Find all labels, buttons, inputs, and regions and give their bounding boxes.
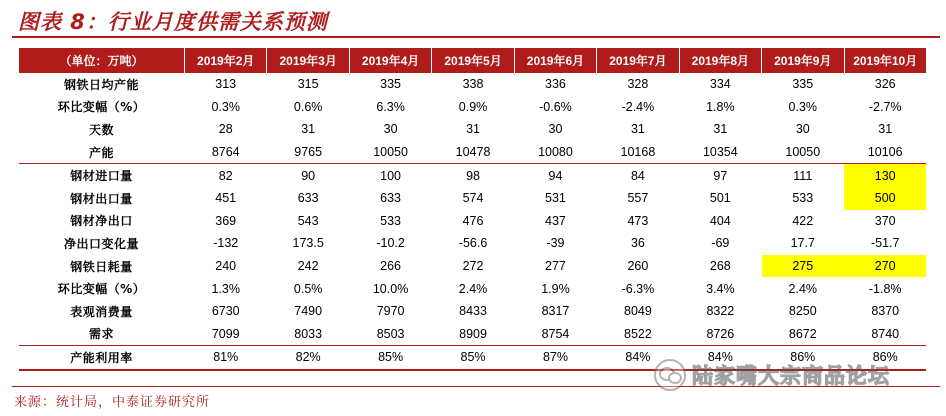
table-cell: 9765 xyxy=(294,145,323,160)
row-label: 净出口变化量 xyxy=(63,236,139,251)
table-cell: -1.8% xyxy=(868,281,902,296)
table-cell: 10080 xyxy=(538,145,573,160)
table-cell: 451 xyxy=(215,191,237,206)
row-label: 钢材进口量 xyxy=(19,164,185,187)
table-cell: 10478 xyxy=(455,145,491,160)
row-label: 钢铁日均产能 xyxy=(63,77,139,92)
table-cell: 0.3% xyxy=(211,99,240,114)
table-cell: 6.3% xyxy=(376,99,405,114)
table-cell: 90 xyxy=(267,164,349,187)
table-cell: 8033 xyxy=(294,326,323,341)
row-label: 环比变幅（%） xyxy=(57,282,146,297)
table-cell: 0.6% xyxy=(293,99,323,114)
table-row xyxy=(19,96,927,119)
table-cell: 8250 xyxy=(788,304,817,319)
table-cell: 0.5% xyxy=(293,281,323,296)
month-header: 2019年5月 xyxy=(432,48,514,73)
table-cell: 100 xyxy=(349,164,431,187)
table-cell: 313 xyxy=(215,77,237,92)
table-cell: 277 xyxy=(545,259,566,274)
table-cell: 531 xyxy=(545,191,566,206)
month-header: 2019年7月 xyxy=(597,48,679,73)
table-cell: 633 xyxy=(380,191,402,206)
table-cell: 31 xyxy=(713,122,728,137)
header-row xyxy=(19,48,927,73)
month-header: 2019年2月 xyxy=(185,48,267,73)
row-label: 产能 xyxy=(88,145,114,160)
table-cell: 473 xyxy=(627,213,649,228)
table-cell: 31 xyxy=(630,122,645,137)
table-cell: -69 xyxy=(711,236,730,251)
table-cell: 10050 xyxy=(373,145,408,160)
table-cell: 335 xyxy=(792,77,814,92)
table-cell: 8726 xyxy=(706,326,735,341)
table-cell: 8740 xyxy=(871,326,900,341)
table-cell: 10.0% xyxy=(372,281,409,296)
title-divider xyxy=(12,36,940,38)
table-cell: 266 xyxy=(380,259,402,274)
table-cell: 336 xyxy=(545,77,566,92)
table-cell: -56.6 xyxy=(458,236,488,251)
table-row xyxy=(19,255,927,278)
row-label: 产能利用率 xyxy=(19,346,185,370)
table-row xyxy=(19,73,927,96)
unit-header: （单位：万吨） xyxy=(19,48,185,73)
table-cell: 242 xyxy=(297,259,319,274)
table-row xyxy=(19,277,927,300)
table-cell: 369 xyxy=(215,213,237,228)
row-label: 需求 xyxy=(88,327,114,342)
month-header: 2019年9月 xyxy=(762,48,844,73)
table-cell: 2.4% xyxy=(458,281,488,296)
table-cell: 476 xyxy=(462,213,484,228)
table-cell: 2.4% xyxy=(788,281,818,296)
table-cell: -39 xyxy=(546,236,565,251)
table-cell: 0.3% xyxy=(788,99,818,114)
table-cell: 422 xyxy=(792,213,814,228)
table-cell: 10168 xyxy=(620,145,656,160)
row-label: 表观消费量 xyxy=(70,304,133,319)
month-header: 2019年10月 xyxy=(844,48,926,73)
table-cell: 31 xyxy=(878,122,893,137)
table-cell: 328 xyxy=(627,77,649,92)
table-cell: 17.7 xyxy=(790,236,815,251)
table-cell: 94 xyxy=(514,164,596,187)
table-cell: 8049 xyxy=(624,304,652,319)
source-note: 来源：统计局，中泰证券研究所 xyxy=(14,395,211,410)
table-cell: 30 xyxy=(548,122,563,137)
table-cell: 533 xyxy=(792,191,814,206)
table-row xyxy=(19,141,927,164)
table-cell: 574 xyxy=(462,191,484,206)
table-cell: 240 xyxy=(215,259,237,274)
table-cell: -2.7% xyxy=(868,99,902,114)
table-cell: 36 xyxy=(630,236,645,251)
watermark-text: 陆家嘴大宗商品论坛 xyxy=(692,364,890,388)
month-header: 2019年8月 xyxy=(679,48,761,73)
watermark xyxy=(654,358,890,392)
table-cell: 7970 xyxy=(376,304,405,319)
table-cell: 10106 xyxy=(867,145,903,160)
table-cell: 85% xyxy=(349,346,431,370)
table-row xyxy=(19,300,927,323)
table-cell: 533 xyxy=(380,213,402,228)
table-cell: 270 xyxy=(844,255,926,278)
table-cell: 315 xyxy=(297,77,319,92)
table-cell: 82 xyxy=(185,164,267,187)
table-cell: 404 xyxy=(709,213,731,228)
table-cell: 8322 xyxy=(706,304,735,319)
table-cell: 82% xyxy=(267,346,349,370)
table-cell: 7099 xyxy=(211,326,240,341)
table-row xyxy=(19,323,927,346)
table-row xyxy=(19,118,927,141)
table-cell: 633 xyxy=(297,191,319,206)
month-header: 2019年6月 xyxy=(514,48,596,73)
table-cell: 335 xyxy=(380,77,402,92)
table-cell: 97 xyxy=(679,164,761,187)
month-header: 2019年3月 xyxy=(267,48,349,73)
row-label: 钢铁日耗量 xyxy=(70,259,133,274)
table-row xyxy=(19,164,927,187)
wechat-icon xyxy=(654,359,686,391)
table-body xyxy=(19,73,927,370)
table-cell: -132 xyxy=(213,236,239,251)
table-cell: 557 xyxy=(627,191,649,206)
table-cell: 10050 xyxy=(785,145,821,160)
table-cell: 84 xyxy=(597,164,679,187)
table-row xyxy=(19,210,927,233)
table-cell: 8672 xyxy=(788,326,817,341)
table-cell: 8522 xyxy=(624,326,652,341)
table-cell: 268 xyxy=(709,259,731,274)
table-cell: 543 xyxy=(297,213,319,228)
table-cell: -51.7 xyxy=(870,236,900,251)
table-cell: 84% xyxy=(597,346,679,370)
figure-title: 图表 8：行业月度供需关系预测 xyxy=(18,10,328,34)
table-cell: -2.4% xyxy=(621,99,655,114)
table-row xyxy=(19,187,927,210)
table-cell: 334 xyxy=(709,77,731,92)
table-cell: 1.3% xyxy=(211,281,240,296)
table-cell: 7490 xyxy=(294,304,323,319)
table-cell: 130 xyxy=(844,164,926,187)
table-cell: 1.9% xyxy=(541,281,570,296)
table-cell: 272 xyxy=(462,259,484,274)
table-cell: 8764 xyxy=(211,145,240,160)
table-cell: 87% xyxy=(514,346,596,370)
table-cell: 111 xyxy=(762,164,844,187)
table-cell: 31 xyxy=(301,122,316,137)
table-cell: 6730 xyxy=(211,304,240,319)
table-row xyxy=(19,232,927,255)
table-cell: 86% xyxy=(844,346,926,370)
table-cell: 0.9% xyxy=(458,99,488,114)
row-label: 天数 xyxy=(88,122,114,137)
row-label: 钢材出口量 xyxy=(70,191,133,206)
supply-demand-table xyxy=(18,48,927,371)
row-label: 环比变幅（%） xyxy=(57,100,146,115)
table-cell: 275 xyxy=(762,255,844,278)
table-cell: 501 xyxy=(709,191,731,206)
table-cell: 8433 xyxy=(459,304,487,319)
table-cell: 3.4% xyxy=(706,281,735,296)
table-cell: 326 xyxy=(874,77,896,92)
table-cell: 8317 xyxy=(541,304,570,319)
table-cell: 1.8% xyxy=(706,99,735,114)
table-cell: 31 xyxy=(466,122,480,137)
table-cell: 30 xyxy=(383,122,398,137)
table-cell: 500 xyxy=(844,187,926,210)
row-label: 钢材净出口 xyxy=(70,214,133,229)
table-cell: 30 xyxy=(795,122,810,137)
table-cell: 370 xyxy=(874,213,896,228)
table-cell: 81% xyxy=(185,346,267,370)
table-cell: 28 xyxy=(218,122,233,137)
table-cell: -0.6% xyxy=(539,99,572,114)
table-cell: 8754 xyxy=(541,326,570,341)
table-cell: 437 xyxy=(545,213,566,228)
table-cell: 260 xyxy=(627,259,649,274)
table-cell: 8370 xyxy=(871,304,900,319)
table-cell: 8503 xyxy=(376,326,405,341)
table-cell: 84% xyxy=(679,346,761,370)
table-cell: 86% xyxy=(762,346,844,370)
table-cell: 85% xyxy=(432,346,514,370)
month-header: 2019年4月 xyxy=(349,48,431,73)
table-cell: -10.2 xyxy=(376,236,405,251)
table-cell: -6.3% xyxy=(621,281,655,296)
table-cell: 8909 xyxy=(459,326,487,341)
table-cell: 10354 xyxy=(702,145,738,160)
table-cell: 173.5 xyxy=(292,236,324,251)
table-cell: 98 xyxy=(432,164,514,187)
table-cell: 338 xyxy=(462,77,484,92)
